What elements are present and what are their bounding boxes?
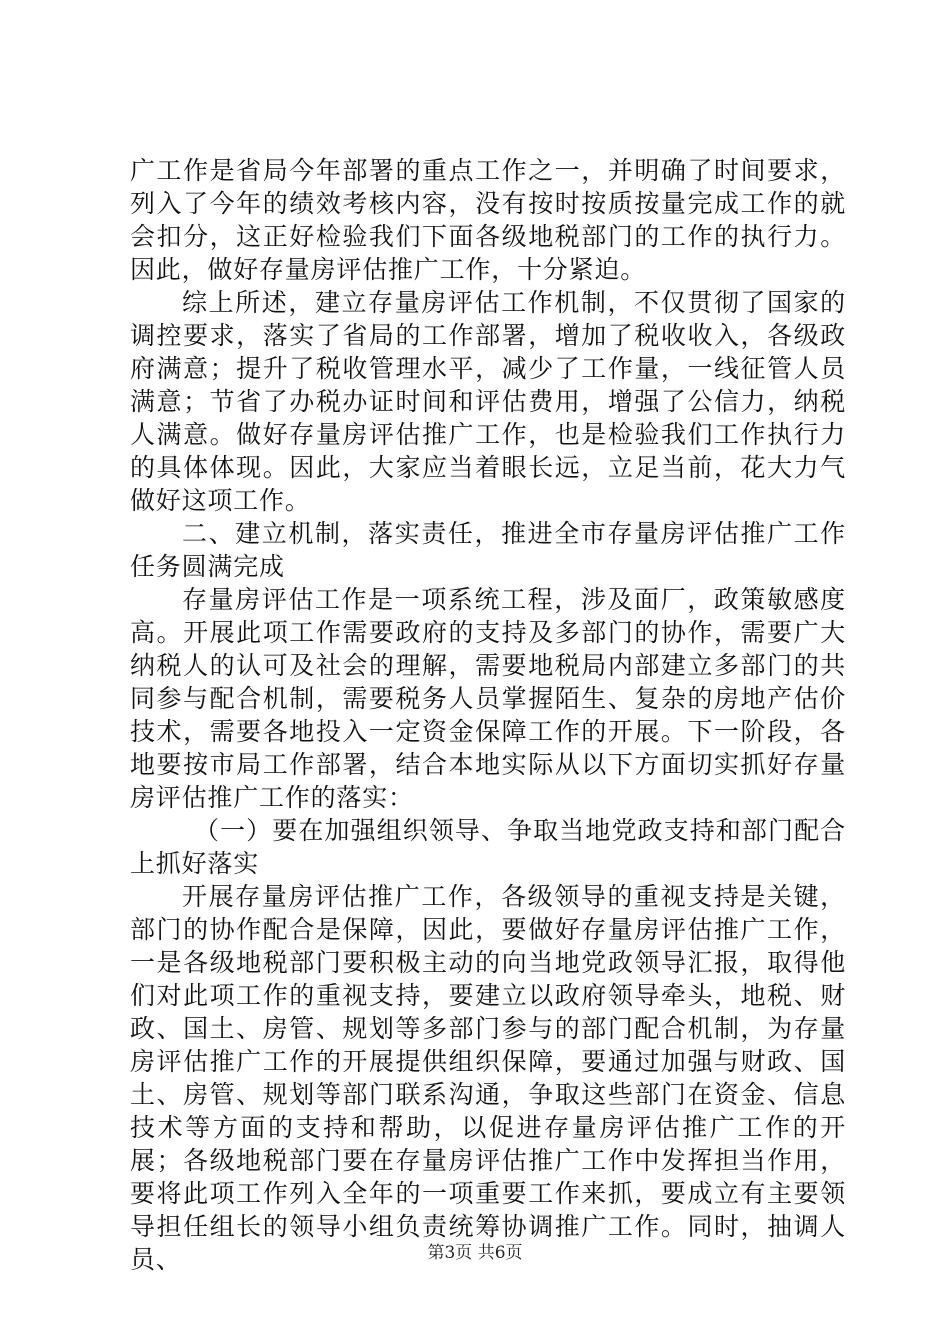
document-body: [130, 154, 846, 1276]
paragraph-continued: 广工作是省局今年部署的重点工作之一，并明确了时间要求，列入了今年的绩效考核内容，没有按时按质按量完成工作的就会扣分，这正好检验我们下面各级地税部门的工作的执行力。因此，做好存量房评估推广工作，十分紧迫。: [130, 156, 846, 284]
paragraph-summary: 综上所述，建立存量房评估工作机制，不仅贯彻了国家的调控要求，落实了省局的工作部署，增加了税收收入，各级政府满意；提升了税收管理水平，减少了工作量，一线征管人员满意；节省了办税办证时间和评估费用，增强了公信力，纳税人满意。做好存量房评估推广工作，也是检验我们工作执行力的具体体现。因此，大家应当着眼长远，立足当前，花大力气做好这项工作。: [130, 288, 846, 515]
subsection-heading: （一）要在加强组织领导、争取当地党政支持和部门配合上抓好落实: [130, 816, 846, 878]
paragraph-detail: 开展存量房评估推广工作，各级领导的重视支持是关键，部门的协作配合是保障，因此，要做好存量房评估推广工作，一是各级地税部门要积极主动的向当地党政领导汇报，取得他们对此项工作的重视支持，要建立以政府领导牵头，地税、财政、国土、房管、规划等多部门参与的部门配合机制，为存量房评估推广工作的开展提供组织保障，要通过加强与财政、国土、房管、规划等部门联系沟通，争取这些部门在资金、信息技术等方面的支持和帮助，以促进存量房评估推广工作的开展；各级地税部门要在存量房评估推广工作中发挥担当作用，要将此项工作列入全年的一项重要工作来抓，要成立有主要领导担任组长的领导小组负责统筹协调推广工作。同时，抽调人员、: [130, 882, 846, 1274]
page-footer: 第3页 共6页: [427, 1243, 523, 1263]
section-heading: 二、建立机制，落实责任，推进全市存量房评估推广工作任务圆满完成: [130, 519, 846, 581]
paragraph-intro: 存量房评估工作是一项系统工程，涉及面厂，政策敏感度高。开展此项工作需要政府的支持及多部门的协作，需要广大纳税人的认可及社会的理解，需要地税局内部建立多部门的共同参与配合机制，需要税务人员掌握陌生、复杂的房地产估价技术，需要各地投入一定资金保障工作的开展。下一阶段，各地要按市局工作部署，结合本地实际从以下方面切实抓好存量房评估推广工作的落实：: [130, 585, 846, 812]
